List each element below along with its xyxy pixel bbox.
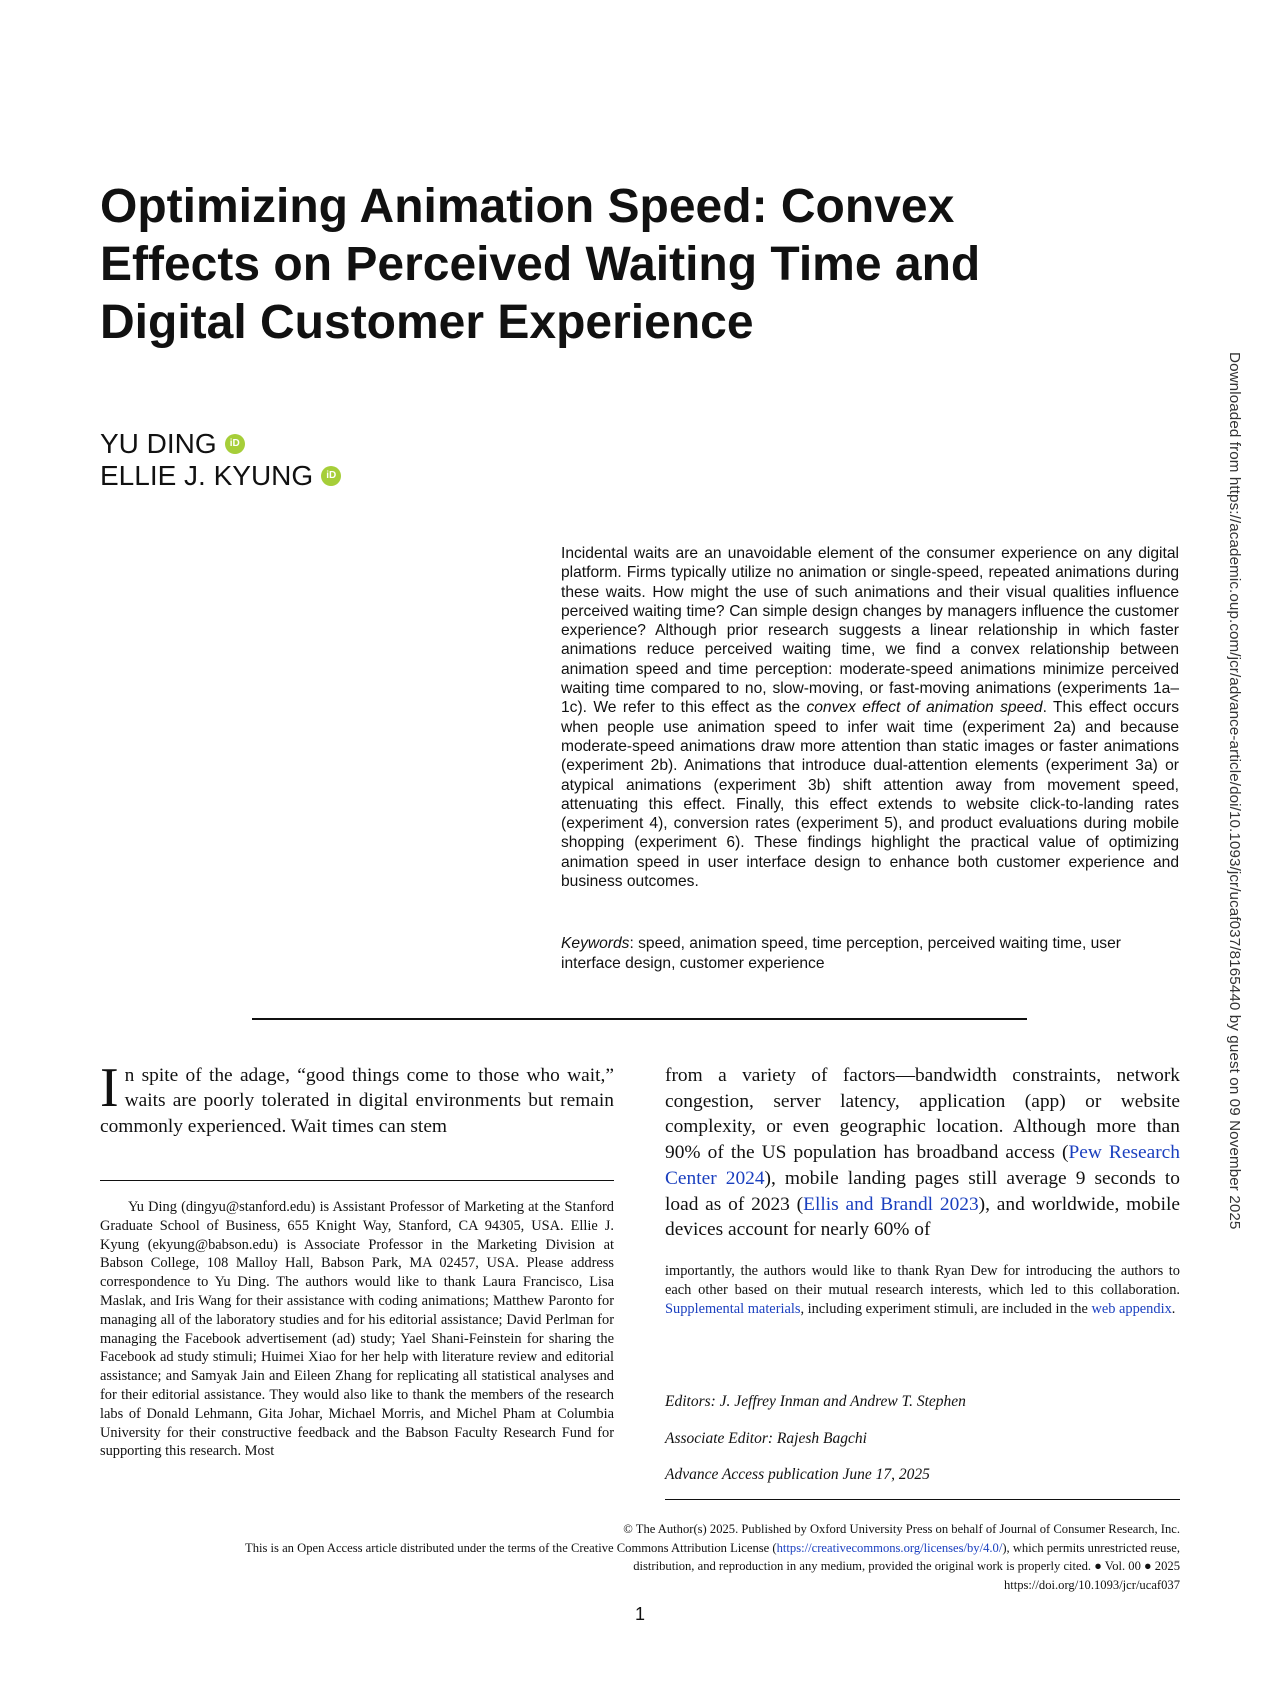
drop-cap: I [100, 1057, 119, 1119]
keywords-label: Keywords [561, 935, 630, 952]
footnote-divider [665, 1499, 1180, 1500]
abstract [561, 544, 1179, 891]
body-text: n spite of the adage, “good things come to those who wait,” waits are poorly tolerated in digital environments but remain commonly experienced. Wait times can stem [100, 1065, 614, 1137]
footnote-text: importantly, the authors would like to thank Ryan Dew for introducing the authors to each other based on their mutual research interests, which led to this collaboration. [665, 1263, 1180, 1298]
web-appendix-link[interactable]: web appendix [1091, 1300, 1172, 1317]
title-line: Digital Customer Experience [100, 296, 754, 349]
license-text: This is an Open Access article distributed under the terms of the Creative Commons Attribution License ( [245, 1540, 777, 1555]
title-line: Optimizing Animation Speed: Convex [100, 180, 955, 233]
license-line [100, 1539, 1180, 1558]
editors-block [665, 1392, 1180, 1502]
author [100, 460, 341, 492]
title-line: Effects on Perceived Waiting Time and [100, 238, 981, 291]
associate-editor-line: Associate Editor: Rajesh Bagchi [665, 1429, 867, 1447]
editors-line: Editors: J. Jeffrey Inman and Andrew T. Stephen [665, 1393, 966, 1410]
license-text: ), which permits unrestricted reuse, [1002, 1540, 1180, 1555]
abstract-text: Incidental waits are an unavoidable element of the consumer experience on any digital platform. Firms typically utilize no animation or single-speed, repeated animations during these waits. How might the use of such animations and their visual qualities influence perceived waiting time? Can simple design changes by managers influence the customer experience? Although prior research suggests a linear relationship in which faster animations reduce perceived waiting time, we find a convex relationship between animation speed and time perception: moderate-speed animations minimize perceived waiting time compared to no, slow-moving, or fast-moving animations (experiments 1a–1c). We refer to this effect as the [561, 545, 1179, 717]
footnote-text: , including experiment stimuli, are included in the [800, 1300, 1092, 1317]
orcid-icon[interactable]: iD [225, 434, 245, 454]
author-list [100, 428, 341, 492]
copyright-line: © The Author(s) 2025. Published by Oxford University Press on behalf of Journal of Consumer Research, Inc. [623, 1522, 1180, 1536]
body-column-left [100, 1057, 614, 1139]
article-title [100, 178, 1080, 352]
author [100, 428, 341, 460]
body-text: ), mobile landing pages still average 9 seconds to load as of 2023 ( [665, 1167, 1180, 1215]
author-footnote: Yu Ding (dingyu@stanford.edu) is Assistant Professor of Marketing at the Stanford Graduate School of Business, 655 Knight Way, Stanford, CA 94305, USA. Ellie J. Kyung (ekyung@babson.edu) is Associate Professor in the Marketing Division at Babson College, 108 Malloy Hall, Babson Park, MA 02457, USA. Please address correspondence to Yu Ding. The authors would like to thank Laura Francisco, Lisa Maslak, and Iris Wang for their assistance with coding animations; Matthew Paronto for managing all of the laboratory studies and for his editorial assistance; David Perlman for managing the Facebook advertisement (ad) study; Yael Shani-Feinstein for sharing the Facebook ad study stimuli; Huimei Xiao for her help with literature review and editorial assistance; and Samyak Jain and Eileen Zhang for replicating all statistical analyses and for their editorial assistance. They would also like to thank the members of the research labs of Donald Lehmann, Gita Johar, Michael Morris, and Michel Pham at Columbia University for their constructive feedback and the Babson Faculty Research Fund for supporting this research. Most [100, 1199, 614, 1460]
body-column-right [665, 1063, 1180, 1243]
license-block [100, 1520, 1180, 1594]
doi-line: https://doi.org/10.1093/jcr/ucaf037 [1003, 1577, 1180, 1592]
license-link[interactable]: https://creativecommons.org/licenses/by/4.0/ [776, 1540, 1003, 1555]
footnote-divider [100, 1180, 614, 1181]
publication-date-line: Advance Access publication June 17, 2025 [665, 1466, 930, 1483]
supplemental-materials-link[interactable]: Supplemental materials [665, 1300, 801, 1317]
license-line: distribution, and reproduction in any medium, provided the original work is properly cited. ● Vol. 00 ● 2025 [633, 1559, 1180, 1574]
section-divider [252, 1018, 1027, 1020]
body-text: from a variety of factors—bandwidth constraints, network congestion, server latency, application (app) or website complexity, or even geographic location. Although more than 90% of the US population has broadband access ( [665, 1065, 1180, 1164]
abstract-italic-term: convex effect of animation speed [806, 699, 1043, 717]
footnote-text: . [1171, 1300, 1176, 1317]
download-watermark: Downloaded from https://academic.oup.com/jcr/advance-article/doi/10.1093/jcr/ucaf037/8165440 by guest on 09 November 2025 [1226, 352, 1243, 1230]
page-number: 1 [634, 1604, 645, 1624]
author-name: YU DING [100, 428, 217, 459]
keywords-text: : speed, animation speed, time perception, perceived waiting time, user interface design, customer experience [561, 935, 1121, 972]
citation-link[interactable]: Pew Research Center 2024 [665, 1142, 1180, 1189]
keywords [561, 934, 1179, 974]
body-text: ), and worldwide, mobile devices account for nearly 60% of [665, 1193, 1180, 1241]
orcid-icon[interactable]: iD [321, 466, 341, 486]
abstract-text: . This effect occurs when people use animation speed to infer wait time (experiment 2a) and because moderate-speed animations draw more attention than static images or faster animations (experiment 2b). Animations that introduce dual-attention elements (experiment 3a) or atypical animations (experiment 3b) shift attention away from movement speed, attenuating this effect. Finally, this effect extends to website click-to-landing rates (experiment 4), conversion rates (experiment 5), and product evaluations during mobile shopping (experiment 6). These findings highlight the practical value of optimizing animation speed in user interface design to enhance both customer experience and business outcomes. [561, 699, 1180, 891]
author-footnote-continued [665, 1262, 1180, 1318]
citation-link[interactable]: Ellis and Brandl 2023 [803, 1193, 979, 1215]
author-name: ELLIE J. KYUNG [100, 460, 314, 491]
